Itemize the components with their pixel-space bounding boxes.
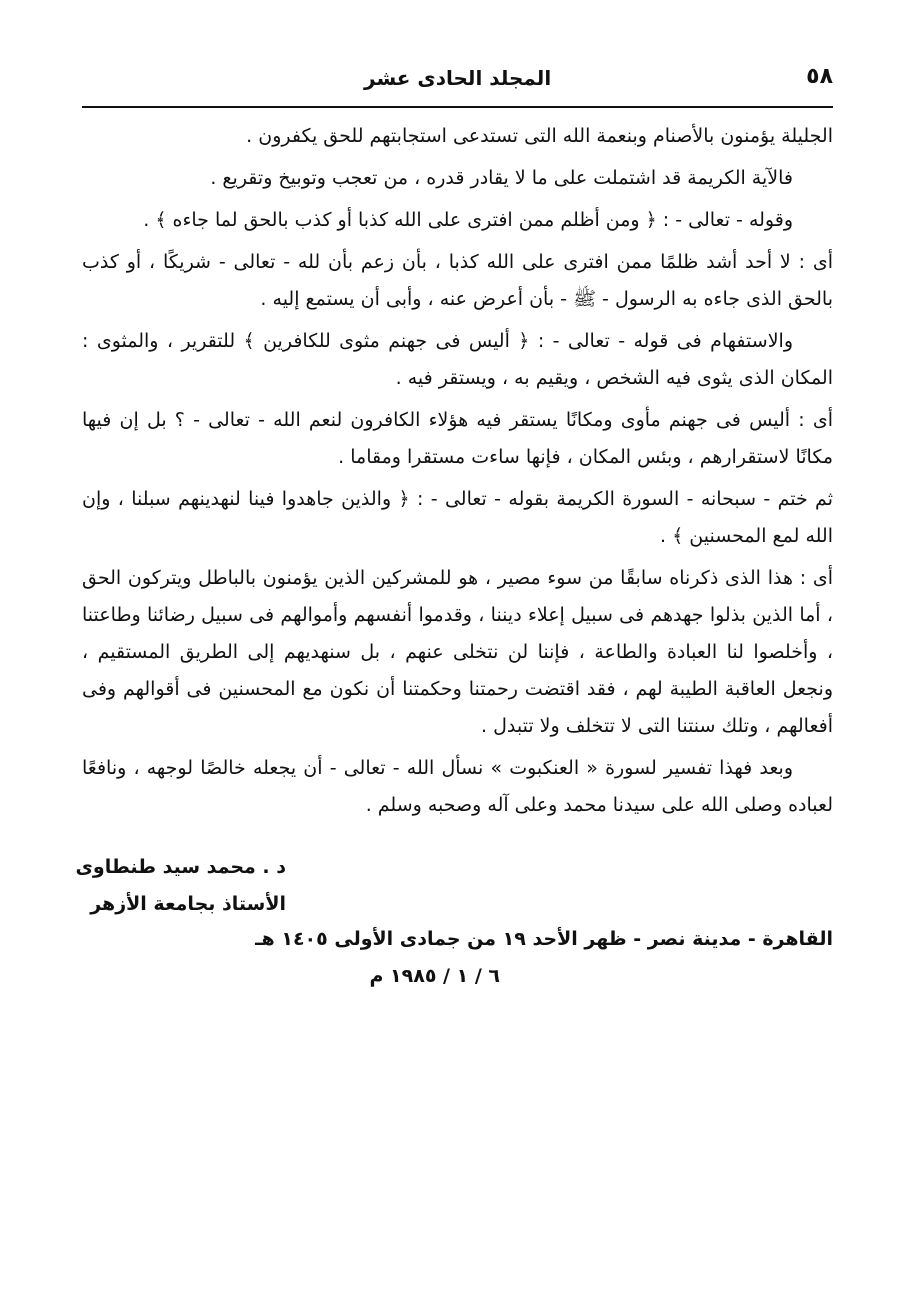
header-rule bbox=[82, 106, 833, 108]
page-number: ٥٨ bbox=[806, 64, 833, 89]
paragraph-2: فالآية الكريمة قد اشتملت على ما لا يقادر قدره ، من تعجب وتوبيخ وتقريع . bbox=[210, 167, 793, 189]
dateline-place: القاهرة - مدينة نصر - ظهر الأحد ١٩ من جمادى الأولى ١٤٠٥ هـ bbox=[255, 928, 833, 950]
page-header bbox=[82, 60, 833, 100]
paragraph-3: وقوله - تعالى - : ﴿ ومن أظلم ممن افترى على الله كذبا أو كذب بالحق لما جاءه ﴾ . bbox=[143, 209, 793, 231]
author-name: د . محمد سيد طنطاوى bbox=[75, 856, 286, 878]
paragraph-7: ثم ختم - سبحانه - السورة الكريمة بقوله - تعالى - : ﴿ والذين جاهدوا فينا لنهدينهم سبلنا ، وإن الله لمع المحسنين ﴾ . bbox=[82, 488, 833, 547]
dateline-gregorian: ٦ / ١ / ١٩٨٥ م bbox=[369, 965, 500, 987]
paragraph-6: أى : أليس فى جهنم مأوى ومكانًا يستقر فيه هؤلاء الكافرون لنعم الله - تعالى - ؟ بل إن فيها مكانًا لاستقرارهم ، وبئس المكان ، فإنها ساءت مستقرا ومقاما . bbox=[82, 409, 833, 468]
paragraph-8: أى : هذا الذى ذكرناه سابقًا من سوء مصير ، هو للمشركين الذين يؤمنون بالباطل ويتركون الحق ، أما الذين بذلوا جهدهم فى سبيل إعلاء ديننا ، وقدموا أنفسهم وأموالهم فى سبيل رضائنا وطاعتنا ، وأخلصوا لنا العبادة والطاعة ، فإننا لن نتخلى عنهم ، بل سنهديهم إلى الطريق المستقيم ، ونجعل العاقبة الطيبة لهم ، فقد اقتضت رحمتنا وحكمتنا أن نكون مع المحسنين فى أقوالهم وفى أفعالهم ، وتلك سنتنا التى لا تتخلف ولا تتبدل . bbox=[82, 567, 833, 737]
paragraph-9: وبعد فهذا تفسير لسورة « العنكبوت » نسأل الله - تعالى - أن يجعله خالصًا لوجهه ، ونافعًا لعباده وصلى الله على سيدنا محمد وعلى آله وصحبه وسلم . bbox=[82, 757, 833, 816]
paragraph-4: أى : لا أحد أشد ظلمًا ممن افترى على الله كذبا ، بأن زعم بأن لله - تعالى - شريكًا ، أو كذب بالحق الذى جاءه به الرسول - ﷺ - بأن أعرض عنه ، وأبى أن يستمع إليه . bbox=[82, 251, 833, 310]
paragraph-5: والاستفهام فى قوله - تعالى - : ﴿ أليس فى جهنم مثوى للكافرين ﴾ للتقرير ، والمثوى : المكان الذى يثوى فيه الشخص ، ويقيم به ، ويستقر فيه . bbox=[82, 330, 833, 389]
author-title: الأستاذ بجامعة الأزهر bbox=[90, 893, 286, 915]
running-title: المجلد الحادى عشر bbox=[364, 66, 552, 90]
body-text bbox=[82, 118, 833, 829]
paragraph-1: الجليلة يؤمنون بالأصنام وبنعمة الله التى تستدعى استجابتهم للحق يكفرون . bbox=[246, 125, 833, 147]
